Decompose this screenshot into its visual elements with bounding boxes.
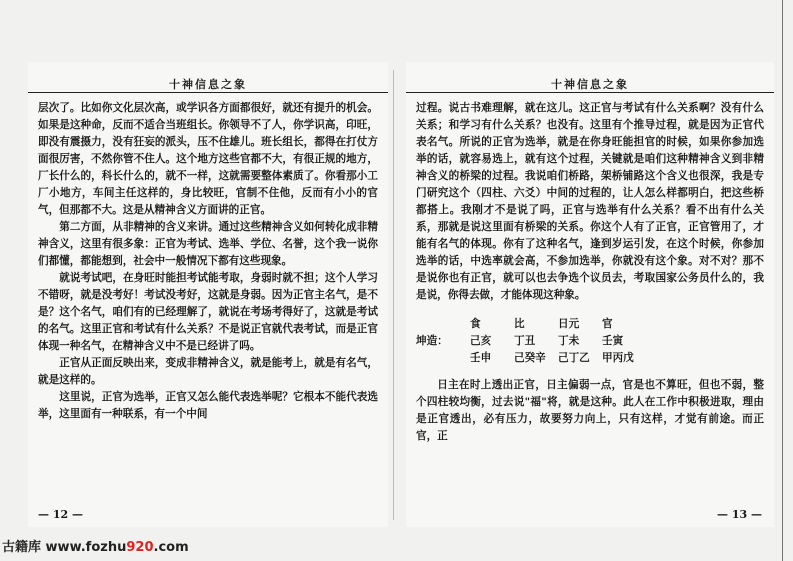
chart-ten-god: 官 <box>602 318 613 330</box>
chart-hidden-stem: 甲丙戊 <box>602 352 634 364</box>
chart-hidden-stems-row <box>416 350 764 367</box>
chart-ten-god: 食 <box>470 318 481 330</box>
page-number-left: — 12 — <box>38 508 83 521</box>
watermark-url-suffix: .com <box>153 540 189 555</box>
running-head-right: 十神信息之象 <box>551 78 629 91</box>
paragraph: 就说考试吧，在身旺时能担考试能考取，身弱时就不担；这个人学习不错呀，就是没考好！考试没考好，这就是身弱。因为正官主名气，是不是？这个名气，咱们有的已经理解了，就说在考场考得好了，这就是考试的名气。这里正官和考试有什么关系？不是说正官就代表考试，而是正官体现一种名气，在精神含义中不是已经讲了吗。 <box>38 272 378 352</box>
right-page-body <box>416 100 764 445</box>
chart-pillar: 壬寅 <box>602 335 624 347</box>
watermark-site-name: 古籍库 <box>2 540 42 555</box>
bazi-chart <box>416 316 764 367</box>
chart-pillar: 丁未 <box>558 335 580 347</box>
watermark <box>2 536 189 555</box>
paragraph: 这里说，正官为选举，正官又怎么能代表选举呢？它根本不能代表选举，这里面有一种联系，有一个中间 <box>38 391 378 420</box>
paragraph: 过程。说古书难理解，就在这儿。这正官与考试有什么关系啊？没有什么关系；和学习有什么关系？也没有。这里有个推导过程，就是因为正官代表名气。所说的正官为选举，就是在你身旺能担官的时候，如果你参加选举的话，就容易选上，就有这个过程，关键就是咱们这种精神含义到非精神含义的桥梁的过程。我说咱们桥路，架桥铺路这个含义也很深，我是专门研究这个（四柱、六爻）中间的过程的，让人怎么样都明白，把这些桥都搭上。我刚才不是说了吗，正官与选举有什么关系？看不出有什么关系，那就是说这里面有桥梁的关系。你这个人有了正官，正官管用了，才能有名气的体现。你有了这种名气，逢到岁运引发，在这个时候，你参加选举的话，中选率就会高，不参加选举，你就没有这个象。对不对？那不是说你也有正官，就可以也去争选个议员去，考取国家公务员什么的，我是说，你得去做，才能体现这种象。 <box>416 102 764 301</box>
paragraph: 正官从正面反映出来，变成非精神含义，就是能考上，就是有名气，就是这样的。 <box>38 357 378 386</box>
header-rule-right <box>406 92 774 93</box>
chart-stems-row <box>416 333 764 350</box>
scan-edge-line <box>782 0 783 561</box>
chart-pillar: 丁丑 <box>514 335 536 347</box>
book-gutter <box>393 70 394 520</box>
chart-hidden-stem: 己癸辛 <box>514 352 546 364</box>
watermark-url-number: 920 <box>126 540 154 555</box>
chart-label: 坤造： <box>416 335 448 347</box>
chart-ten-gods-row <box>416 316 764 333</box>
chart-ten-god: 比 <box>514 318 525 330</box>
watermark-url-prefix: www.fozhu <box>45 540 127 555</box>
paragraph: 日主在时上透出正官，日主偏弱一点，官是也不算旺，但也不弱，整个四柱较均衡，过去说"福"将，就是这种。此人在工作中积极进取，理由是正官透出，必有压力，故要努力向上，只有这样，才觉有前途。而正官，正 <box>416 379 764 442</box>
watermark-url <box>46 540 189 555</box>
left-page <box>28 62 388 527</box>
chart-hidden-stem: 壬申 <box>470 352 492 364</box>
left-page-body <box>38 100 378 423</box>
chart-hidden-stem: 己丁乙 <box>558 352 590 364</box>
chart-pillar: 己亥 <box>470 335 492 347</box>
paragraph: 层次了。比如你文化层次高，或学识各方面都很好，就还有提升的机会。如果是这种命，反而不适合当班组长。你领导不了人，你学识高，印旺，即没有震摄力，没有狂妄的派头，压不住雄儿。班长组长，都得在打仗方面很厉害，不然你管不住人。这个地方这些官都不大，有很正规的地方，厂长什么的，科长什么的，就不一样，这就需要整体素质了。你看那小工厂小地方，车间主任这样的，身比较旺，官制不住他，反而有小小的官气，但那都不大。这是从精神含义方面讲的正官。 <box>38 102 378 216</box>
chart-spacer <box>416 316 470 333</box>
right-page <box>406 62 774 527</box>
header-rule-left <box>28 92 388 93</box>
paragraph: 第二方面，从非精神的含义来讲。通过这些精神含义如何转化成非精神含义，这里有很多象：正官为考试、选举、学位、名誉，这个我一说你们都懂，都能想到，社会中一般情况下都有这些现象。 <box>38 221 378 267</box>
running-head-left: 十神信息之象 <box>169 78 247 91</box>
chart-spacer <box>416 350 470 367</box>
chart-ten-god: 日元 <box>558 318 580 330</box>
page-number-right: — 13 — <box>717 508 762 521</box>
